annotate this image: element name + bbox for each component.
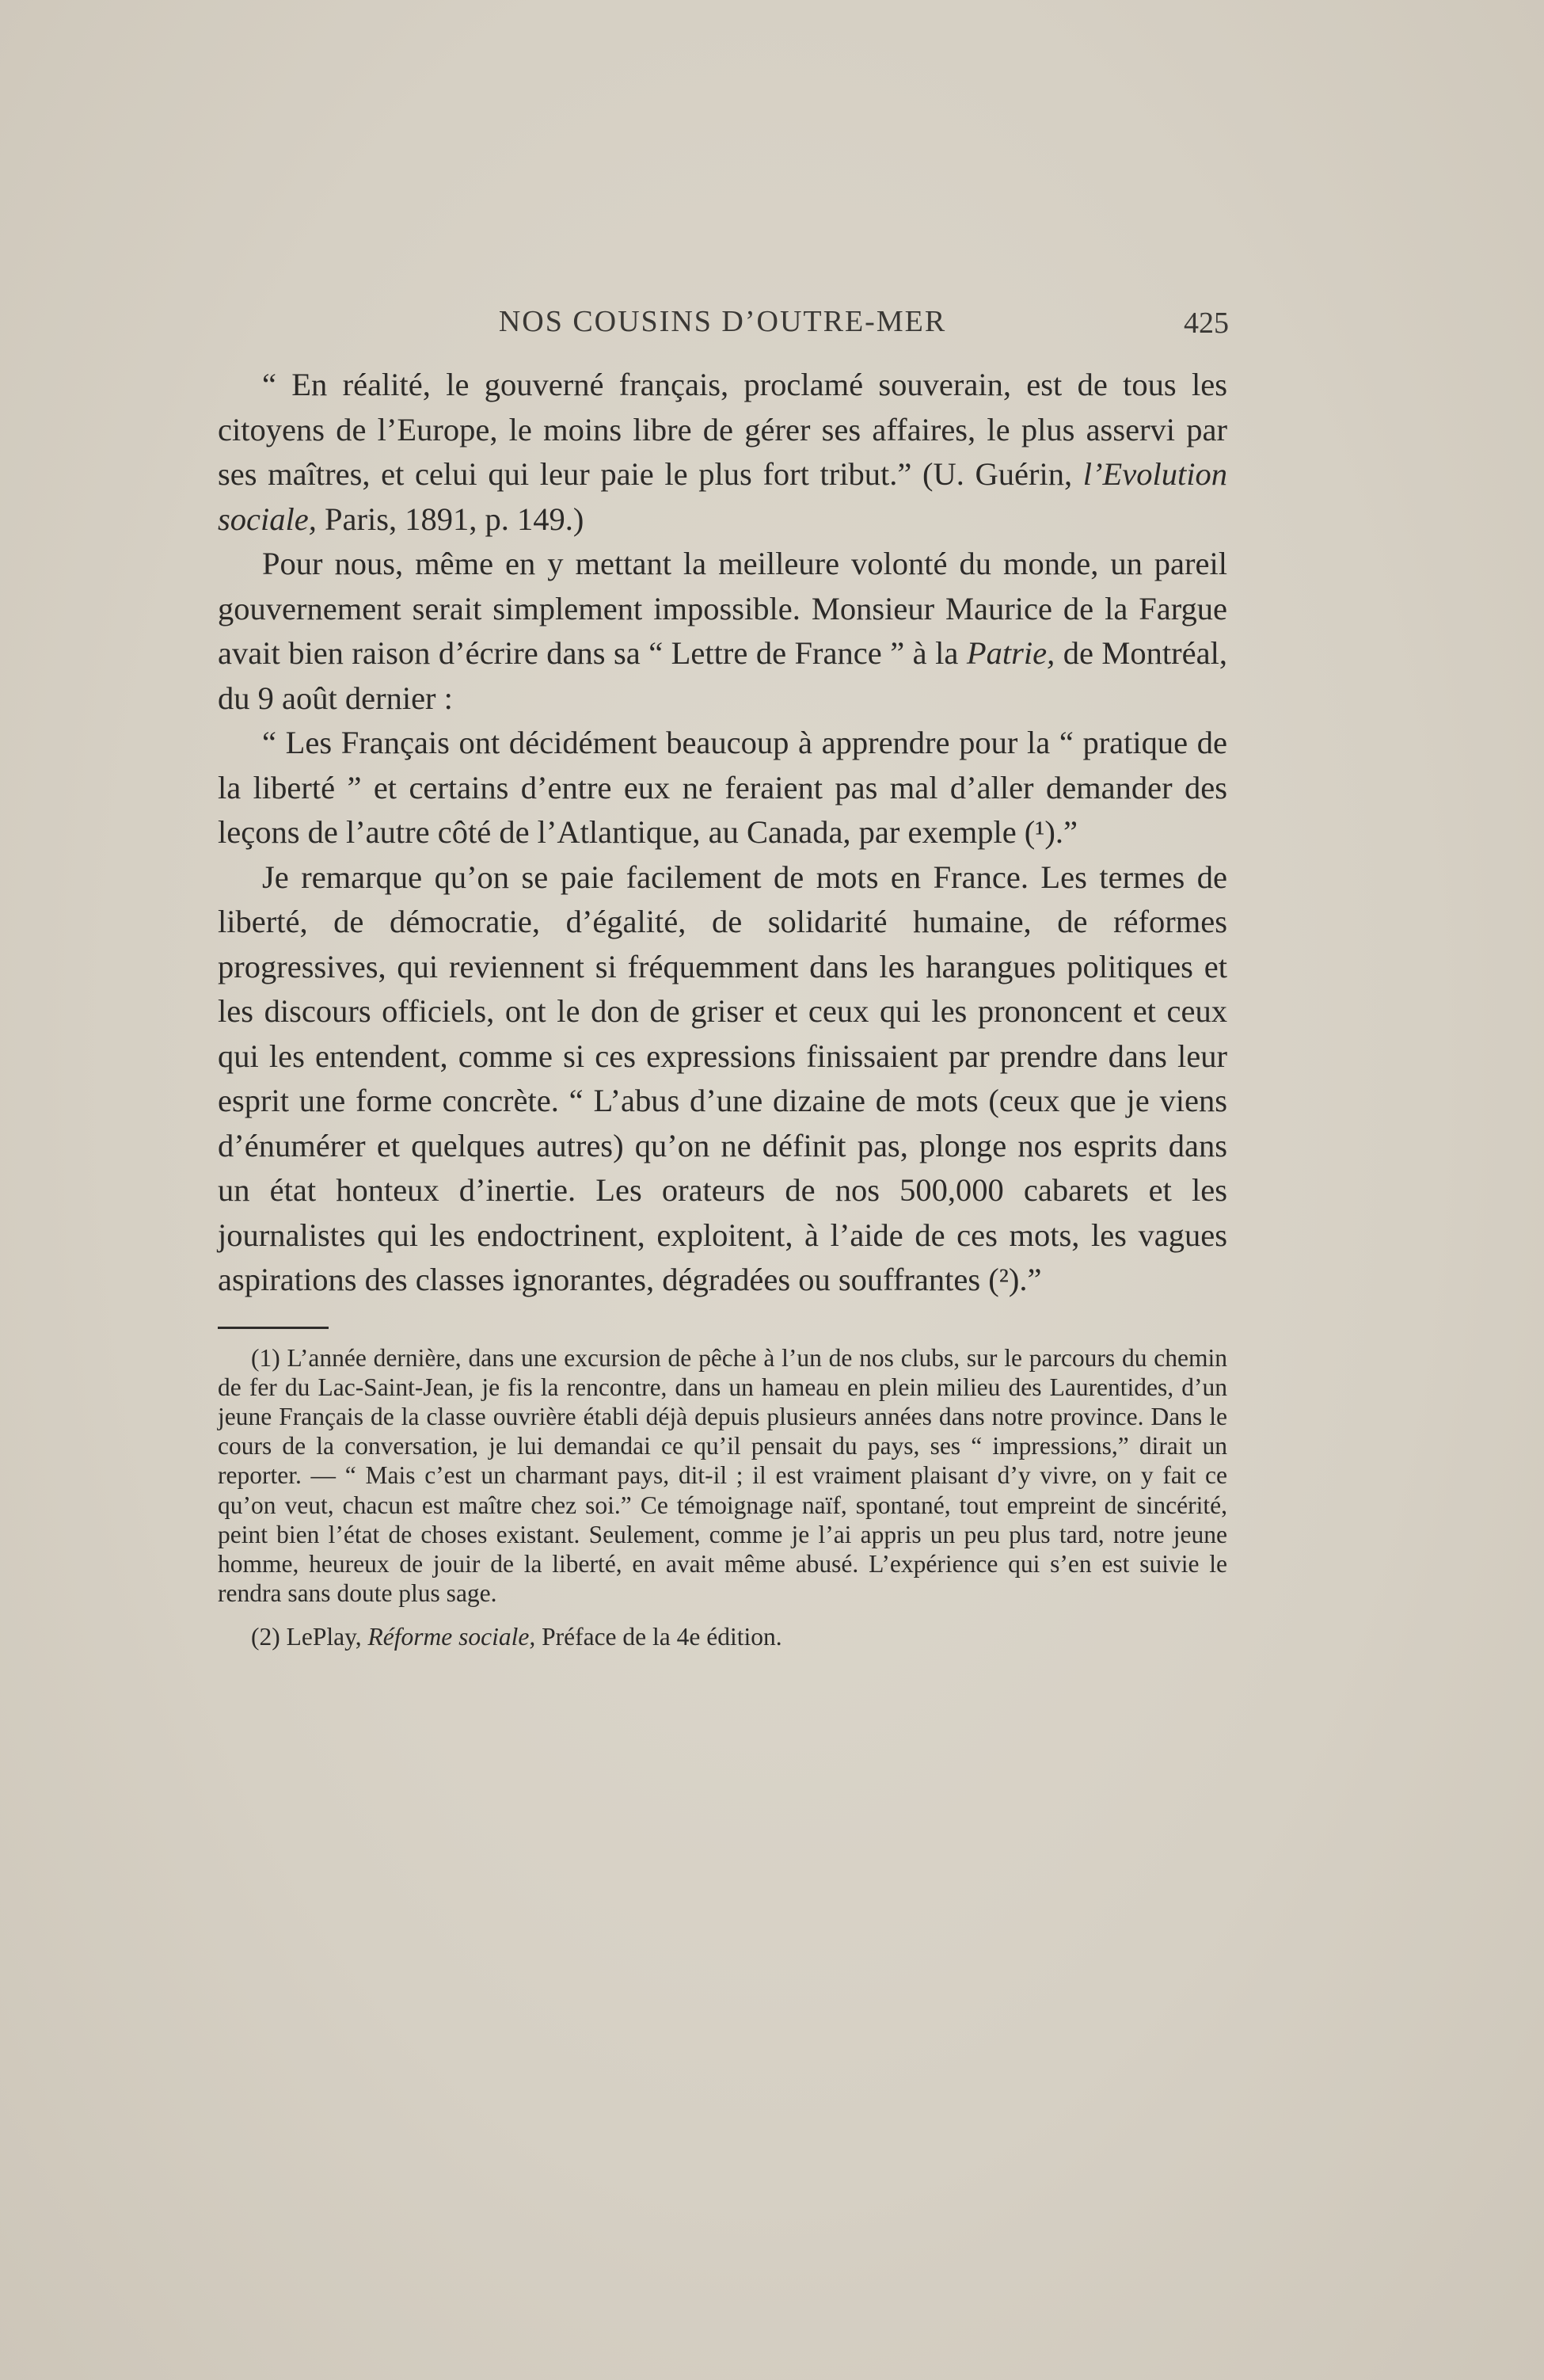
- newspaper-title: Patrie,: [966, 635, 1055, 671]
- book-title: Réforme sociale,: [367, 1623, 536, 1651]
- page-content: [218, 301, 1227, 1652]
- footnote-text: Préface de la 4e édition.: [535, 1623, 782, 1651]
- paragraph-mots: Je remarque qu’on se paie facilement de mots en France. Les termes de liberté, de démocratie, d’égalité, de solidarité humaine, de réformes progressives, qui reviennent si fréquemment dans les harangues politiques et les discours officiels, ont le don de griser et ceux qui les prononcent et ceux qui les entendent, comme si ces expressions finissaient par prendre dans leur esprit une forme concrète. “ L’abus d’une dizaine de mots (ceux que je viens d’énumérer et quelques autres) qu’on ne définit pas, plonge nos esprits dans un état honteux d’inertie. Les orateurs de nos 500,000 cabarets et les journalistes qui les endoctrinent, exploitent, à l’aide de ces mots, les vagues aspirations des classes ignorantes, dégradées ou souffrantes (²).”: [218, 859, 1227, 1297]
- paragraph-text: Paris, 1891, p. 149.): [316, 501, 584, 537]
- page-number: 425: [1184, 307, 1229, 340]
- paragraph-quote-fargue: “ Les Français ont décidément beaucoup à apprendre pour la “ pratique de la liberté ” et certains d’entre eux ne feraient pas mal d’aller demander des leçons de l’autre côté de l’Atlantique, au Canada, par exemple (¹).”: [218, 725, 1227, 850]
- paragraph-quote-guerin: [218, 363, 1227, 542]
- footnote-1: (1) L’année dernière, dans une excursion de pêche à l’un de nos clubs, sur le parcours du chemin de fer du Lac-Saint-Jean, je fis la rencontre, dans un hameau en plein milieu des Laurentides, d’un jeune Français de la classe ouvrière établi déjà depuis plusieurs années dans notre province. Dans le cours de la conversation, je lui demandai ce qu’il pensait du pays, ses “ impressions,” dirait un reporter. — “ Mais c’est un charmant pays, dit-il ; il est vraiment plaisant d’y vivre, on y fait ce qu’on veut, chacun est maître chez soi.” Ce témoignage naïf, spontané, tout empreint de sincérité, peint bien l’état de choses existant. Seulement, comme je l’ai appris un peu plus tard, notre jeune homme, heureux de jouir de la liberté, en avait même abusé. L’expérience qui s’en est suivie le rendra sans doute plus sage.: [218, 1343, 1227, 1608]
- paragraph-text: de Montréal, du 9 août dernier :: [218, 635, 1227, 716]
- running-head: [218, 301, 1227, 348]
- footnote-rule: [218, 1327, 329, 1329]
- book-title: l’Evolution sociale,: [218, 456, 1227, 537]
- footnote-text: (2) LePlay,: [251, 1623, 368, 1651]
- paragraph-text: “ En réalité, le gouverné français, proclamé souverain, est de tous les citoyens de l’Europe, le moins libre de gérer ses affaires, le plus asservi par ses maîtres, et celui qui leur paie le plus fort tribut.” (U. Guérin,: [218, 367, 1227, 492]
- footnote-2: [218, 1622, 1227, 1651]
- running-title: NOS COUSINS D’OUTRE-MER: [498, 305, 947, 338]
- paragraph-impossible: [218, 542, 1227, 721]
- paragraph-text: Pour nous, même en y mettant la meilleure volonté du monde, un pareil gouvernement serait simplement impossible. Monsieur Maurice de la Fargue avait bien raison d’écrire dans sa “ Lettre de France ” à la: [218, 546, 1227, 671]
